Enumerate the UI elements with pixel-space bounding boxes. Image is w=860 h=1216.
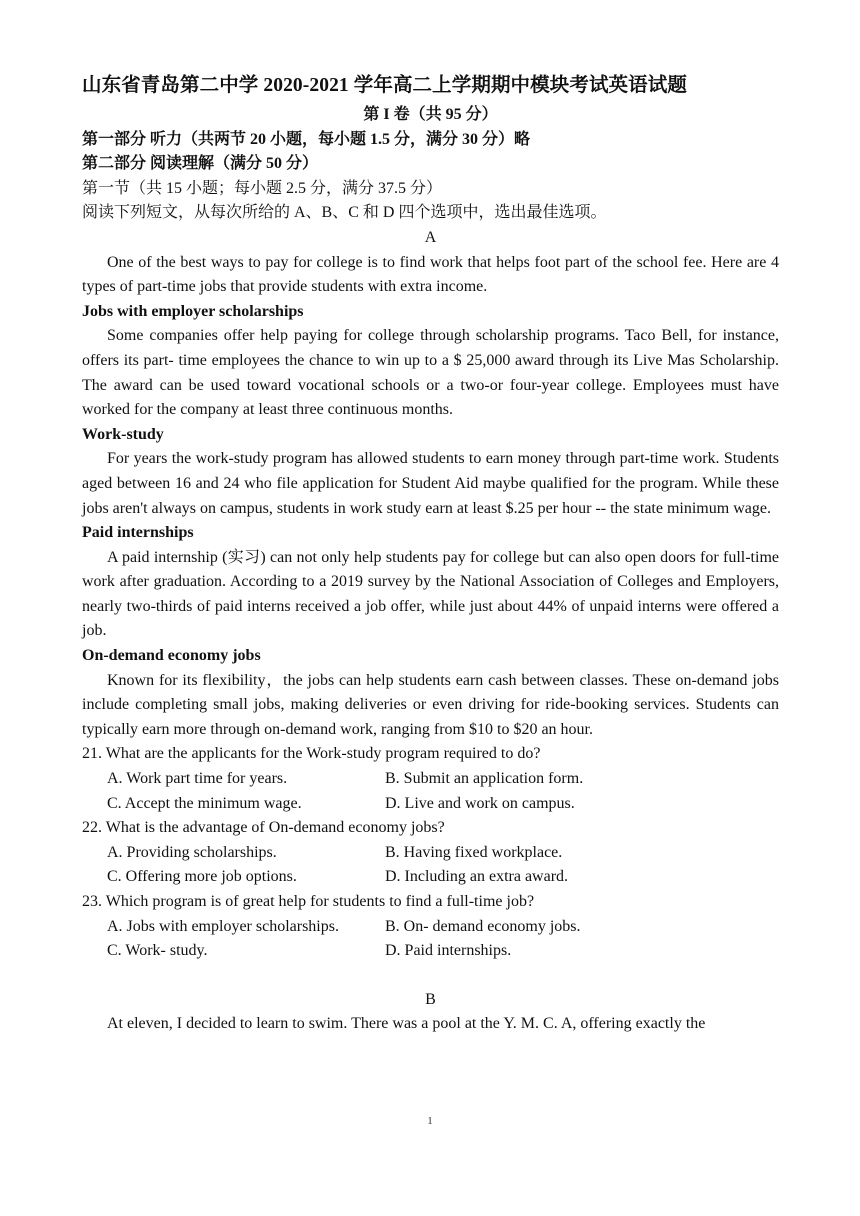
- option-d: D. Paid internships.: [385, 942, 512, 960]
- question-stem: 22. What is the advantage of On-demand economy jobs?: [82, 819, 445, 837]
- document-content: [82, 72, 779, 1037]
- option-b: B. Having fixed workplace.: [385, 843, 563, 861]
- section-heading: Jobs with employer scholarships: [82, 302, 304, 320]
- part2-heading: 第二部分 阅读理解（满分 50 分）: [82, 155, 319, 173]
- passage-a-intro: One of the best ways to pay for college is to find work that helps foot part of the school fee. Here are 4 types of part-time jobs that provide students with extra income.: [82, 253, 779, 296]
- question-stem: 23. Which program is of great help for students to find a full-time job?: [82, 893, 535, 910]
- passage-b-first-line: At eleven, I decided to learn to swim. There was a pool at the Y. M. C. A, offering exactly the: [107, 1015, 706, 1033]
- section-body: Known for its flexibility，the jobs can help students earn cash between classes. These on-demand jobs include completing small jobs, making deliveries or even driving for ride-booking services. Students can typically earn more through on-demand work, ranging from $10 to $20 an hour.: [82, 671, 779, 738]
- instructions: 阅读下列短文，从每次所给的 A、B、C 和 D 四个选项中，选出最佳选项。: [82, 204, 607, 222]
- option-row: [82, 865, 779, 890]
- passage-a-label: A: [424, 228, 437, 246]
- option-c: C. Work- study.: [107, 942, 208, 960]
- option-d: D. Live and work on campus.: [385, 794, 575, 812]
- passage-b-label: B: [425, 990, 436, 1008]
- option-row: [82, 915, 779, 940]
- exam-title: 山东省青岛第二中学 2020-2021 学年高二上学期期中模块考试英语试题: [82, 75, 687, 96]
- option-row: [82, 792, 779, 817]
- section-heading: Paid internships: [82, 524, 194, 542]
- volume-heading: 第 I 卷（共 95 分）: [363, 106, 498, 123]
- page-number: 1: [427, 1115, 433, 1127]
- option-c: C. Offering more job options.: [107, 868, 297, 886]
- section-body: A paid internship (实习) can not only help students pay for college but can also open doors for full-time work after graduation. According to a 2019 survey by the National Association of Colleges and Employers, nearly two-thirds of paid interns received a job offer, while just about 44% of unpaid interns were offered a job.: [82, 548, 779, 640]
- question-stem: 21. What are the applicants for the Work-study program required to do?: [82, 745, 541, 763]
- section-body: Some companies offer help paying for college through scholarship programs. Taco Bell, for instance, offers its part- time employees the chance to win up to a $ 25,000 award through its Live Mas Scholarship. The award can be used toward vocational schools or a two-or four-year college. Employees must have worked for the company at least three continuous months.: [82, 327, 779, 419]
- section1-heading: 第一节（共 15 小题；每小题 2.5 分，满分 37.5 分）: [82, 179, 443, 197]
- option-a: A. Work part time for years.: [107, 770, 288, 788]
- option-b: B. Submit an application form.: [385, 770, 584, 788]
- option-row: [82, 939, 779, 964]
- option-b: B. On- demand economy jobs.: [385, 917, 581, 935]
- part1-heading: 第一部分 听力（共两节 20 小题，每小题 1.5 分，满分 30 分）略: [82, 130, 531, 148]
- option-a: A. Providing scholarships.: [107, 843, 277, 861]
- spacer: [82, 964, 779, 988]
- option-d: D. Including an extra award.: [385, 868, 569, 886]
- option-row: [82, 841, 779, 866]
- section-heading: On-demand economy jobs: [82, 647, 261, 665]
- section-heading: Work-study: [82, 425, 164, 443]
- option-row: [82, 767, 779, 792]
- section-body: For years the work-study program has allowed students to earn money through part-time work. Students aged between 16 and 24 who file application for Student Aid maybe qualified for the program. While these jobs aren't always on campus, students in work study earn at least $.25 per hour -- the state minimum wage.: [82, 450, 779, 517]
- option-c: C. Accept the minimum wage.: [107, 794, 302, 812]
- option-a: A. Jobs with employer scholarships.: [107, 917, 339, 935]
